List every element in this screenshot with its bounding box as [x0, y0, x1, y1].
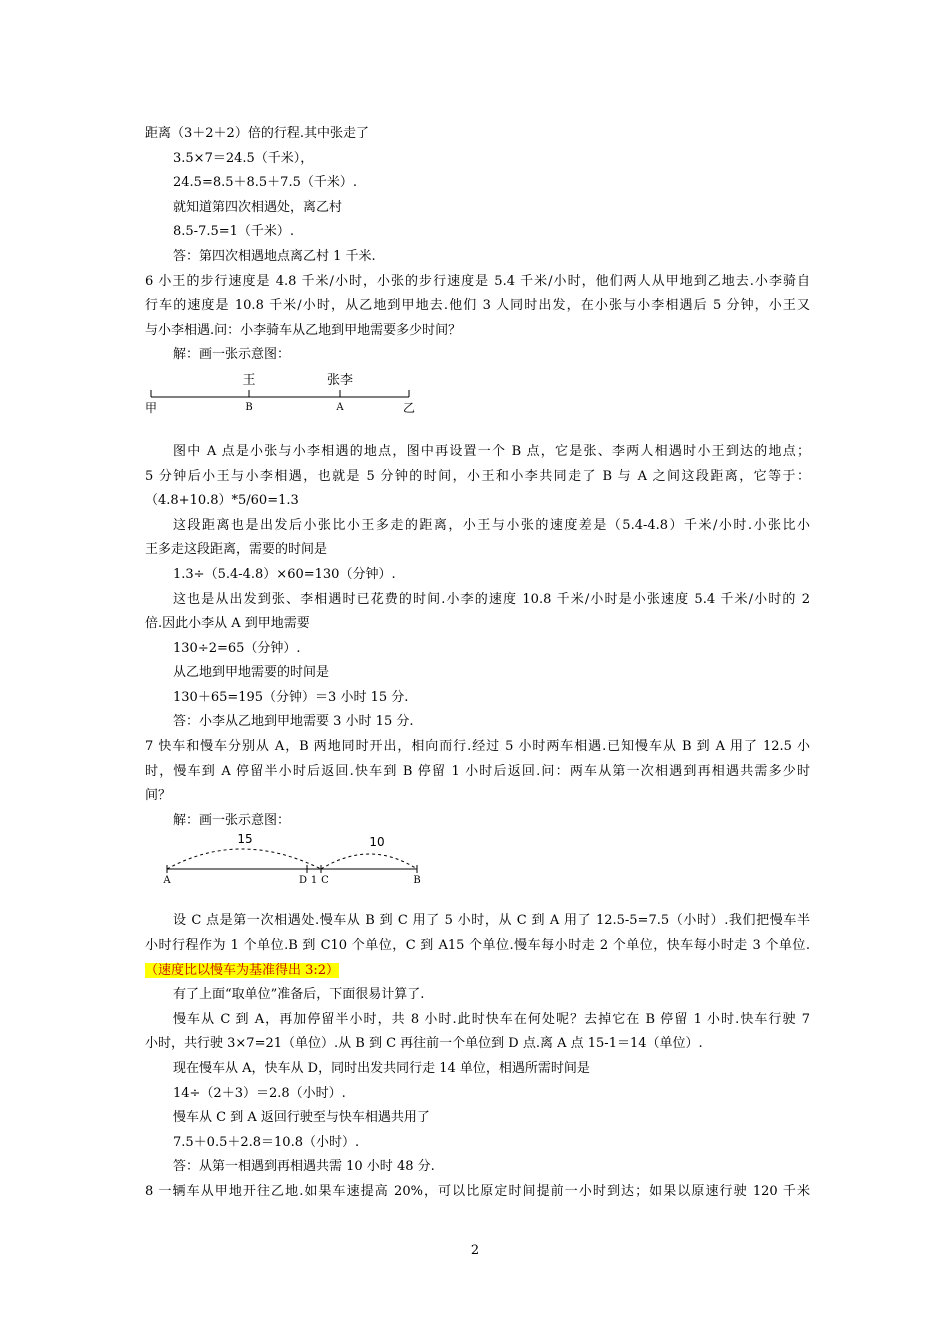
solution-line: 这段距离也是出发后小张比小王多走的距离，小王与小张的速度差是（5.4-4.8）千米/小时.小张比小 — [173, 517, 810, 533]
text-line: 就知道第四次相遇处，离乙村 — [173, 199, 343, 215]
document-body — [145, 122, 810, 1205]
solution-line: 倍.因此小李从 A 到甲地需要 — [145, 616, 310, 632]
problem-7-line: 间？ — [145, 788, 172, 804]
label-one: 1 — [310, 875, 318, 886]
solution-line: 现在慢车从 A，快车从 D，同时出发共同行走 14 单位，相遇所需时间是 — [173, 1061, 590, 1076]
label-d: D — [298, 875, 308, 886]
text-line: 8.5-7.5=1（千米）. — [173, 224, 295, 240]
solution-line: 1.3÷（5.4-4.8）×60=130（分钟）. — [173, 566, 396, 582]
solution-line: 设 C 点是第一次相遇处.慢车从 B 到 C 用了 5 小时，从 C 到 A 用了 12.5-5=7.5（小时）.我们把慢车半 — [173, 913, 810, 929]
diagram-1 — [145, 368, 425, 420]
solution-line: 14÷（2＋3）＝2.8（小时）. — [173, 1085, 346, 1101]
solution-line: 慢车从 C 到 A，再加停留半小时，共 8 小时.此时快车在何处呢？去掉它在 B 停留 1 小时.快车行驶 7 — [173, 1011, 810, 1027]
solution-line: 慢车从 C 到 A 返回行驶至与快车相遇共用了 — [173, 1110, 430, 1126]
label-yi: 乙 — [402, 400, 416, 415]
solution-intro: 解：画一张示意图： — [173, 347, 291, 363]
label-jia: 甲 — [145, 400, 158, 415]
label-a: A — [163, 875, 171, 886]
label-zhang-li: 张李 — [326, 372, 354, 388]
highlight-line — [145, 959, 810, 984]
problem-7-line: 7 快车和慢车分别从 A，B 两地同时开出，相向而行.经过 5 小时两车相遇.已知慢车从 B 到 A 用了 12.5 小 — [145, 739, 810, 755]
solution-intro: 解：画一张示意图： — [173, 812, 291, 828]
solution-line: 王多走这段距离，需要的时间是 — [145, 542, 328, 558]
solution-line: 这也是从出发到张、李相遇时已花费的时间.小李的速度 10.8 千米/小时是小张速度 5.4 千米/小时的 2 — [173, 591, 810, 607]
label-a: A — [336, 401, 344, 413]
problem-6-line: 行车的速度是 10.8 千米/小时，从乙地到甲地去.他们 3 人同时出发，在小张与小李相遇后 5 分钟，小王又 — [145, 298, 810, 314]
text-line: 3.5×7＝24.5（千米）， — [173, 150, 314, 166]
solution-line: 有了上面“取单位”准备后，下面很易计算了. — [173, 987, 425, 1003]
page-number: 2 — [470, 1243, 480, 1258]
solution-line: 从乙地到甲地需要的时间是 — [173, 665, 330, 681]
label-b: B — [413, 875, 421, 886]
diagram-2 — [145, 833, 435, 885]
problem-6-line: 6 小王的步行速度是 4.8 千米/小时，小张的步行速度是 5.4 千米/小时，他们两人从甲地到乙地去.小李骑自 — [145, 273, 810, 289]
text-line: 24.5=8.5＋8.5＋7.5（千米）. — [173, 175, 357, 191]
arc-label-10: 10 — [369, 835, 385, 850]
problem-6-line: 与小李相遇.问：小李骑车从乙地到甲地需要多少时间？ — [145, 322, 462, 338]
solution-line: 130＋65=195（分钟）＝3 小时 15 分. — [173, 689, 409, 705]
label-wang: 王 — [242, 372, 256, 388]
answer-line: 答：第四次相遇地点离乙村 1 千米. — [173, 248, 376, 264]
solution-line: 130÷2=65（分钟）. — [173, 640, 301, 656]
solution-line: （4.8+10.8）*5/60=1.3 — [145, 493, 299, 509]
problem-7-line: 时，慢车到 A 停留半小时后返回.快车到 B 停留 1 小时后返回.问：两车从第一次相遇到再相遇共需多少时 — [145, 763, 810, 779]
answer-line: 答：小李从乙地到甲地需要 3 小时 15 分. — [173, 714, 414, 730]
text-line: 距离（3＋2＋2）倍的行程.其中张走了 — [145, 126, 369, 141]
highlighted-note: （速度比以慢车为基准得出 3:2） — [145, 962, 340, 978]
solution-line: 小时，共行驶 3×7=21（单位）.从 B 到 C 再往前一个单位到 D 点.离 A 点 15-1＝14（单位）. — [145, 1036, 703, 1052]
arc-15 — [167, 849, 321, 869]
label-c: C — [321, 875, 329, 886]
solution-line: 5 分钟后小王与小李相遇，也就是 5 分钟的时间，小王和小李共同走了 B 与 A 之间这段距离，它等于： — [145, 468, 810, 484]
problem-8-line: 8 一辆车从甲地开往乙地.如果车速提高 20%，可以比原定时间提前一小时到达；如果以原速行驶 120 千米 — [145, 1183, 810, 1199]
answer-line: 答：从第一相遇到再相遇共需 10 小时 48 分. — [173, 1159, 435, 1175]
solution-line: 图中 A 点是小张与小李相遇的地点，图中再设置一个 B 点，它是张、李两人相遇时小王到达的地点； — [173, 443, 810, 459]
solution-line: 7.5＋0.5＋2.8＝10.8（小时）. — [173, 1134, 360, 1150]
arc-10 — [321, 854, 417, 869]
arc-label-15: 15 — [237, 833, 253, 847]
label-b: B — [245, 401, 253, 413]
solution-line: 小时行程作为 1 个单位.B 到 C10 个单位，C 到 A15 个单位.慢车每小时走 2 个单位，快车每小时走 3 个单位. — [145, 938, 810, 954]
